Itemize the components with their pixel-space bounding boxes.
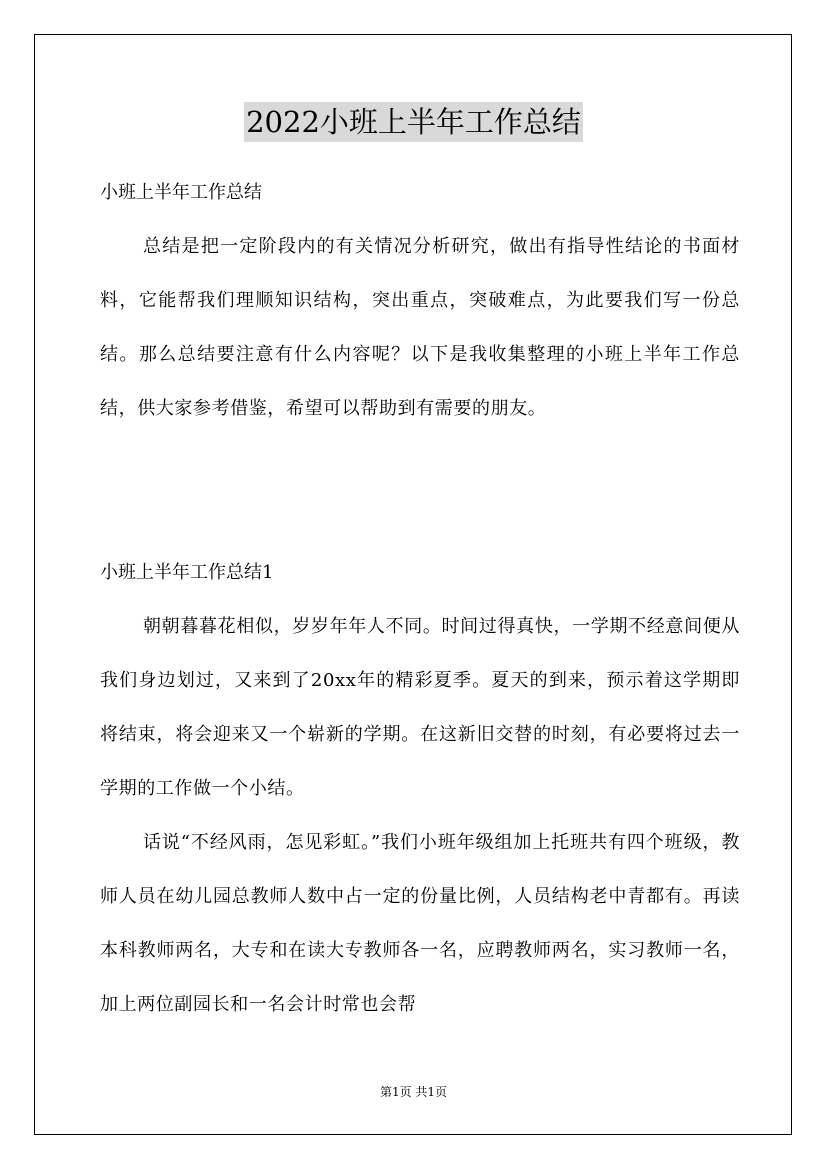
paragraph: 朝朝暮暮花相似，岁岁年年人不同。时间过得真快，一学期不经意间便从我们身边划过，又来到了20xx年的精彩夏季。夏天的到来，预示着这学期即将结束，将会迎来又一个崭新的学期。在这新旧交替的时刻，有必要将过去一学期的工作做一个小结。	[100, 616, 740, 799]
section-heading: 小班上半年工作总结	[100, 182, 262, 203]
page-footer: 第1页 共1页	[379, 1085, 448, 1099]
section-heading: 小班上半年工作总结1	[100, 562, 274, 583]
document-title-text: 2022小班上半年工作总结	[244, 102, 583, 142]
paragraph: 话说“不经风雨，怎见彩虹。”我们小班年级组加上托班共有四个班级，教师人员在幼儿园总教师人数中占一定的份量比例，人员结构老中青都有。再读本科教师两名，大专和在读大专教师各一名，应聘教师两名，实习教师一名，加上两位副园长和一名会计时常也会帮	[100, 832, 740, 1015]
paragraph: 总结是把一定阶段内的有关情况分析研究，做出有指导性结论的书面材料，它能帮我们理顺知识结构，突出重点，突破难点，为此要我们写一份总结。那么总结要注意有什么内容呢？以下是我收集整理的小班上半年工作总结，供大家参考借鉴，希望可以帮助到有需要的朋友。	[100, 236, 740, 419]
document-title	[0, 102, 827, 142]
